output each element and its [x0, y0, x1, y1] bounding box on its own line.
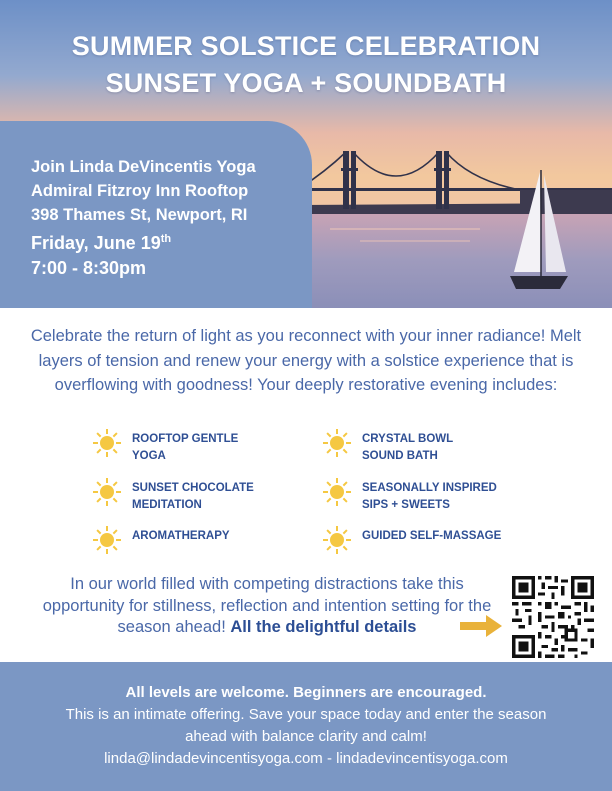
feature-item: [92, 428, 292, 468]
feature-label: GUIDED SELF-MASSAGE: [362, 530, 502, 542]
outro-paragraph: [32, 574, 502, 639]
event-date-suffix: th: [160, 233, 172, 245]
hero-banner: [0, 0, 612, 308]
sun-icon: [92, 477, 122, 507]
footer-contact[interactable]: linda@lindadevincentisyoga.com - lindadevincentisyoga.com: [104, 750, 508, 767]
qr-code-icon[interactable]: [512, 576, 594, 658]
event-date: [31, 227, 312, 256]
feature-item: [92, 477, 292, 517]
event-venue: Admiral Fitzroy Inn Rooftop: [31, 182, 249, 200]
feature-list: [0, 428, 612, 558]
sun-icon: [92, 525, 122, 555]
feature-label: SEASONALLY INSPIRED SIPS + SWEETS: [362, 482, 497, 511]
title-line-1: SUMMER SOLSTICE CELEBRATION: [71, 31, 541, 61]
event-time: 7:00 - 8:30pm: [31, 258, 147, 278]
outro-text: In our world filled with competing distractions take this opportunity for stillness, reflection and intention setting for the season ahead!: [42, 575, 492, 636]
feature-label: AROMATHERAPY: [132, 530, 230, 542]
event-address: 398 Thames St, Newport, RI: [31, 206, 248, 224]
sun-icon: [322, 525, 352, 555]
intro-paragraph: Celebrate the return of light as you reconnect with your inner radiance! Melt layers of tension and renew your energy with a solstice experience that is overflowing with goodness! Your deeply restorative evening includes:: [30, 327, 582, 394]
event-date-text: Friday, June 19: [31, 233, 161, 253]
sun-icon: [92, 428, 122, 458]
sun-icon: [322, 477, 352, 507]
feature-item: [322, 428, 522, 468]
footer-intimate-note: This is an intimate offering. Save your space today and enter the season: [65, 706, 547, 723]
sun-icon: [322, 428, 352, 458]
event-info-panel: [0, 121, 312, 308]
arrow-right-icon: [458, 613, 504, 639]
footer-banner: [0, 662, 612, 791]
feature-label: SUNSET CHOCOLATE MEDITATION: [132, 482, 254, 511]
footer-balance-note: ahead with balance clarity and calm!: [185, 728, 427, 745]
feature-item: [92, 525, 292, 565]
event-title: [0, 28, 612, 102]
footer-welcome: All levels are welcome. Beginners are encouraged.: [125, 684, 487, 701]
feature-item: [322, 477, 522, 517]
feature-label: CRYSTAL BOWL SOUND BATH: [362, 433, 454, 462]
feature-label: ROOFTOP GENTLE YOGA: [132, 433, 239, 462]
title-line-2: SUNSET YOGA + SOUNDBATH: [105, 68, 507, 98]
feature-item: [322, 525, 522, 565]
event-host: Join Linda DeVincentis Yoga: [31, 158, 256, 176]
details-link[interactable]: All the delightful details: [230, 618, 417, 636]
